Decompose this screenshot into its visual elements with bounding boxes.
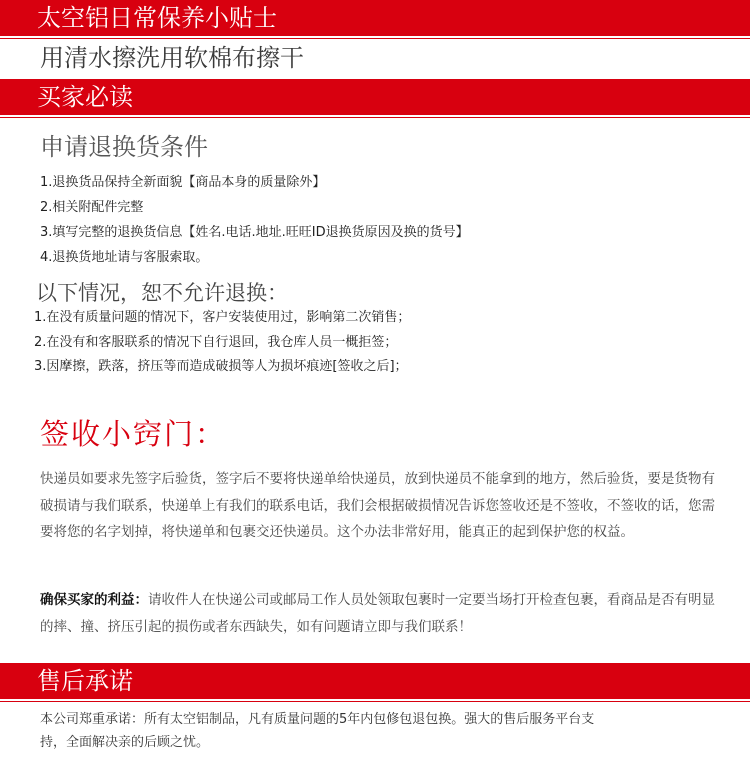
return-conditions-list (40, 170, 469, 270)
list-item: 4.退换货地址请与客服索取。 (40, 250, 209, 265)
care-tips-text: 用清水擦洗用软棉布擦干 (40, 44, 304, 72)
after-sales-banner (0, 663, 750, 699)
list-item: 1.在没有质量问题的情况下，客户安装使用过，影响第二次销售； (34, 310, 411, 325)
list-item: 3.因摩擦，跌落，挤压等而造成破损等人为损坏痕迹[签收之后]； (34, 359, 408, 374)
after-sales-title: 售后承诺 (37, 667, 133, 695)
return-conditions-heading: 申请退换货条件 (40, 133, 208, 161)
sign-tips-heading: 签收小窍门： (40, 417, 227, 451)
list-item: 2.在没有和客服联系的情况下自行退回，我仓库人员一概拒签； (34, 334, 398, 350)
sign-tips-paragraph: 快递员如要求先签字后验货，签字后不要将快递单给快递员，放到快递员不能拿到的地方，然后验货，要是货物有破损请与我们联系，快递单上有我们的联系电话，我们会根据破损情况告诉您签收还是不签收，不签收的话，您需要将您的名字划掉，将快递单和包裹交还快递员。这个办法非常好用，能真正的起到保护您的权益。 (40, 471, 715, 540)
care-tips-title: 太空铝日常保养小贴士 (37, 4, 277, 32)
list-item: 3.填写完整的退换货信息【姓名.电话.地址.旺旺ID退换货原因及换的货号】 (40, 225, 469, 240)
buyer-guarantee-label: 确保买家的利益： (40, 592, 148, 608)
list-item: 1.退换货品保持全新面貌【商品本身的质量除外】 (40, 175, 326, 190)
buyer-must-read-title: 买家必读 (37, 83, 133, 111)
care-tips-banner (0, 0, 750, 36)
list-item: 2.相关附配件完整 (40, 200, 144, 215)
buyer-guarantee-text: 请收件人在快递公司或邮局工作人员处领取包裹时一定要当场打开检查包裹，看商品是否有明显的摔、撞、挤压引起的损伤或者东西缺失，如有问题请立即与我们联系！ (40, 592, 715, 635)
no-return-heading: 以下情况，恕不允许退换： (36, 281, 288, 305)
no-return-list (34, 306, 410, 380)
after-sales-text: 本公司郑重承诺：所有太空铝制品，凡有质量问题的5年内包修包退包换。强大的售后服务平台支持，全面解决亲的后顾之忧。 (40, 712, 595, 750)
buyer-guarantee-paragraph (40, 587, 720, 640)
buyer-must-read-banner (0, 79, 750, 115)
